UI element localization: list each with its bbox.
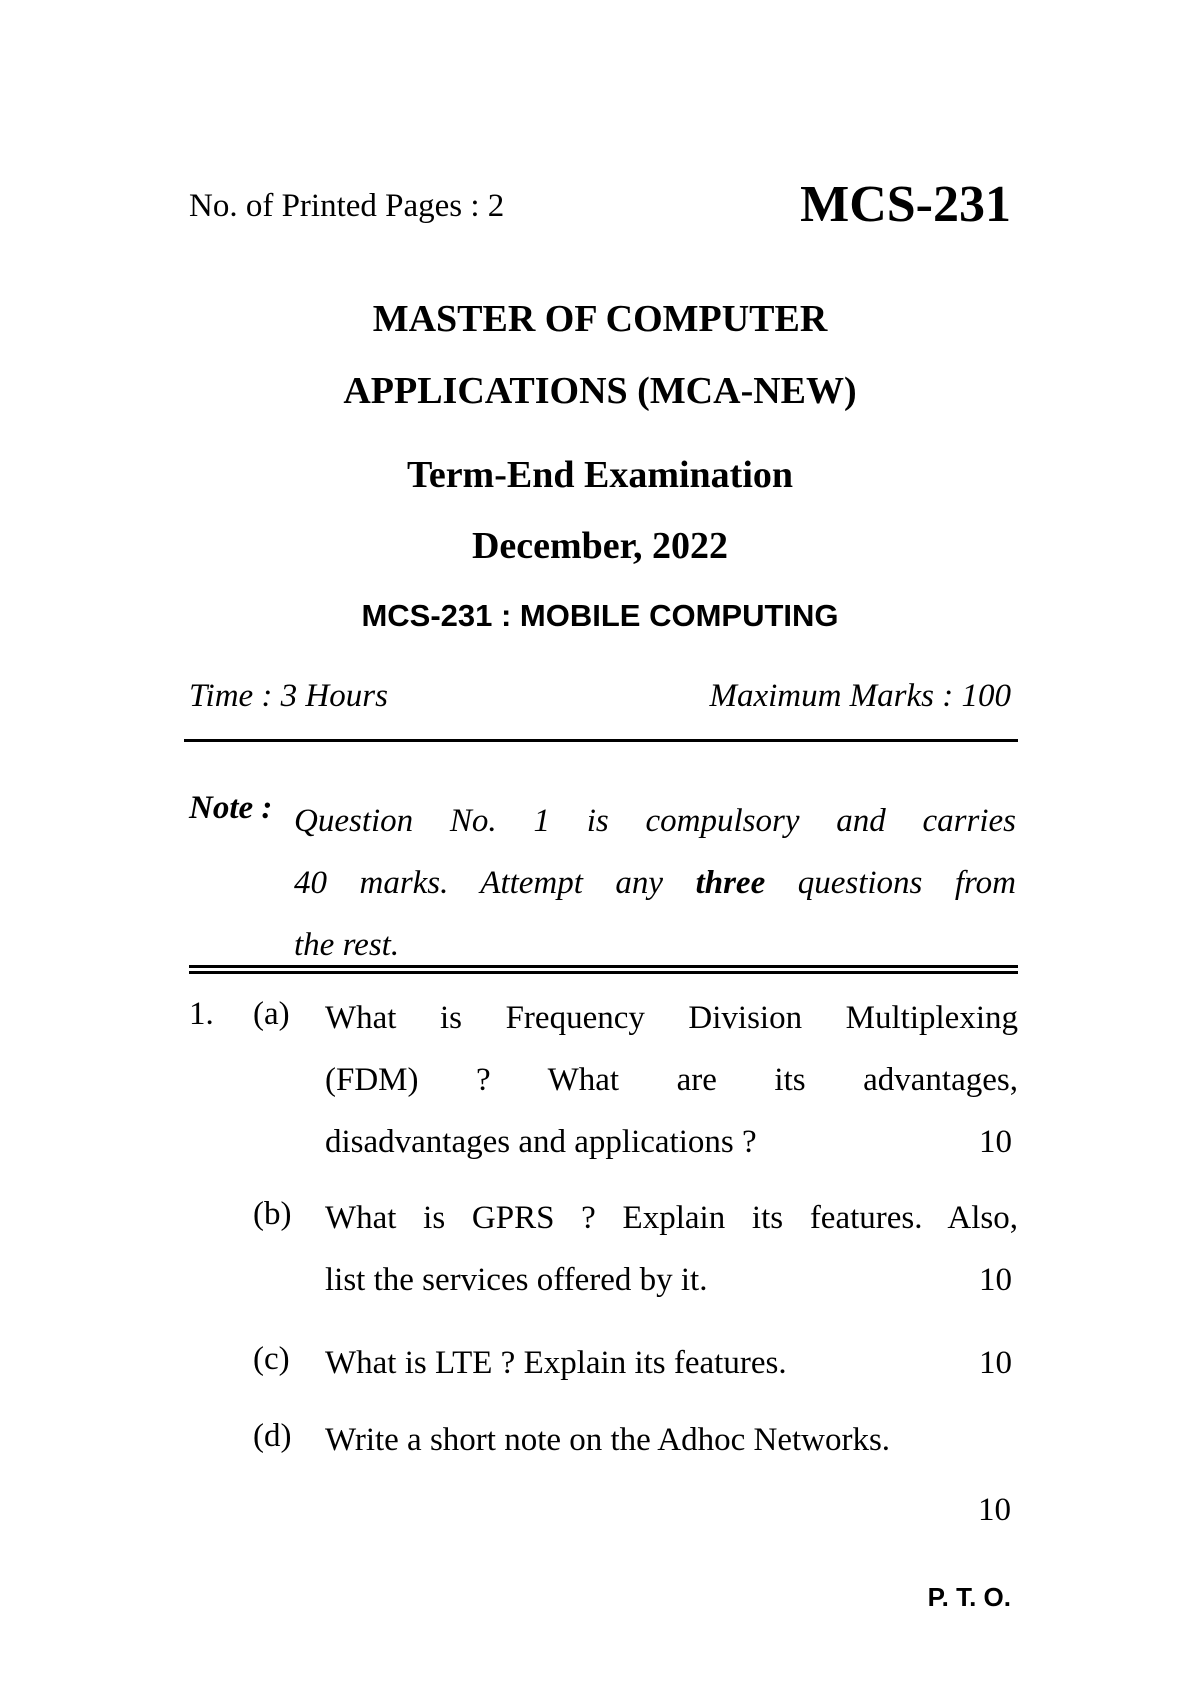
part-b-line-1: What is GPRS ? Explain its features. Also, xyxy=(325,1200,1018,1236)
part-c-marks: 10 xyxy=(979,1345,1012,1381)
part-c-line-1: What is LTE ? Explain its features. xyxy=(325,1345,787,1381)
time-allowed: Time : 3 Hours xyxy=(189,678,388,714)
programme-title-line-1: MASTER OF COMPUTER xyxy=(372,298,828,340)
part-b-marks: 10 xyxy=(979,1262,1012,1298)
part-d-marks: 10 xyxy=(978,1492,1011,1528)
note-emphasis: three xyxy=(695,865,766,901)
course-code: MCS-231 xyxy=(800,176,1011,233)
part-b-text xyxy=(325,1187,1018,1311)
double-divider xyxy=(189,965,1018,974)
note-line-2-suffix: questions from xyxy=(765,865,1016,901)
part-c-text xyxy=(325,1332,1018,1394)
part-a-text xyxy=(325,987,1018,1173)
please-turn-over: P. T. O. xyxy=(927,1582,1011,1612)
subject-title: MCS-231 : MOBILE COMPUTING xyxy=(361,598,839,633)
exam-title: Term-End Examination xyxy=(406,454,794,496)
part-d-label: (d) xyxy=(253,1418,292,1454)
part-c-label: (c) xyxy=(253,1341,290,1377)
part-a-line-3: disadvantages and applications ? xyxy=(325,1124,757,1160)
divider xyxy=(184,739,1018,742)
part-a-line-1: What is Frequency Division Multiplexing xyxy=(325,1000,1018,1036)
part-a-line-3-row xyxy=(325,1111,1018,1173)
part-b-label: (b) xyxy=(253,1196,292,1232)
note-line-2-prefix: 40 marks. Attempt any xyxy=(294,865,696,901)
question-number: 1. xyxy=(189,996,214,1032)
note-line-1: Question No. 1 is compulsory and carries xyxy=(294,803,1016,839)
note-text xyxy=(294,790,1016,976)
note-label: Note : xyxy=(189,790,273,826)
part-a-label: (a) xyxy=(253,996,290,1032)
part-b-line-2-row xyxy=(325,1249,1018,1311)
part-c-line-1-row xyxy=(325,1332,1018,1394)
part-d-text xyxy=(325,1409,1018,1471)
note-line-2 xyxy=(294,852,1016,914)
note-line-3: the rest. xyxy=(294,927,400,963)
part-b-line-2: list the services offered by it. xyxy=(325,1262,708,1298)
part-d-line-1: Write a short note on the Adhoc Networks. xyxy=(325,1422,891,1458)
programme-title-line-2: APPLICATIONS (MCA-NEW) xyxy=(343,370,857,412)
part-a-marks: 10 xyxy=(979,1124,1012,1160)
part-a-line-2: (FDM) ? What are its advantages, xyxy=(325,1062,1018,1098)
exam-date: December, 2022 xyxy=(471,525,729,567)
printed-pages-count: No. of Printed Pages : 2 xyxy=(189,188,505,224)
maximum-marks: Maximum Marks : 100 xyxy=(709,678,1011,714)
